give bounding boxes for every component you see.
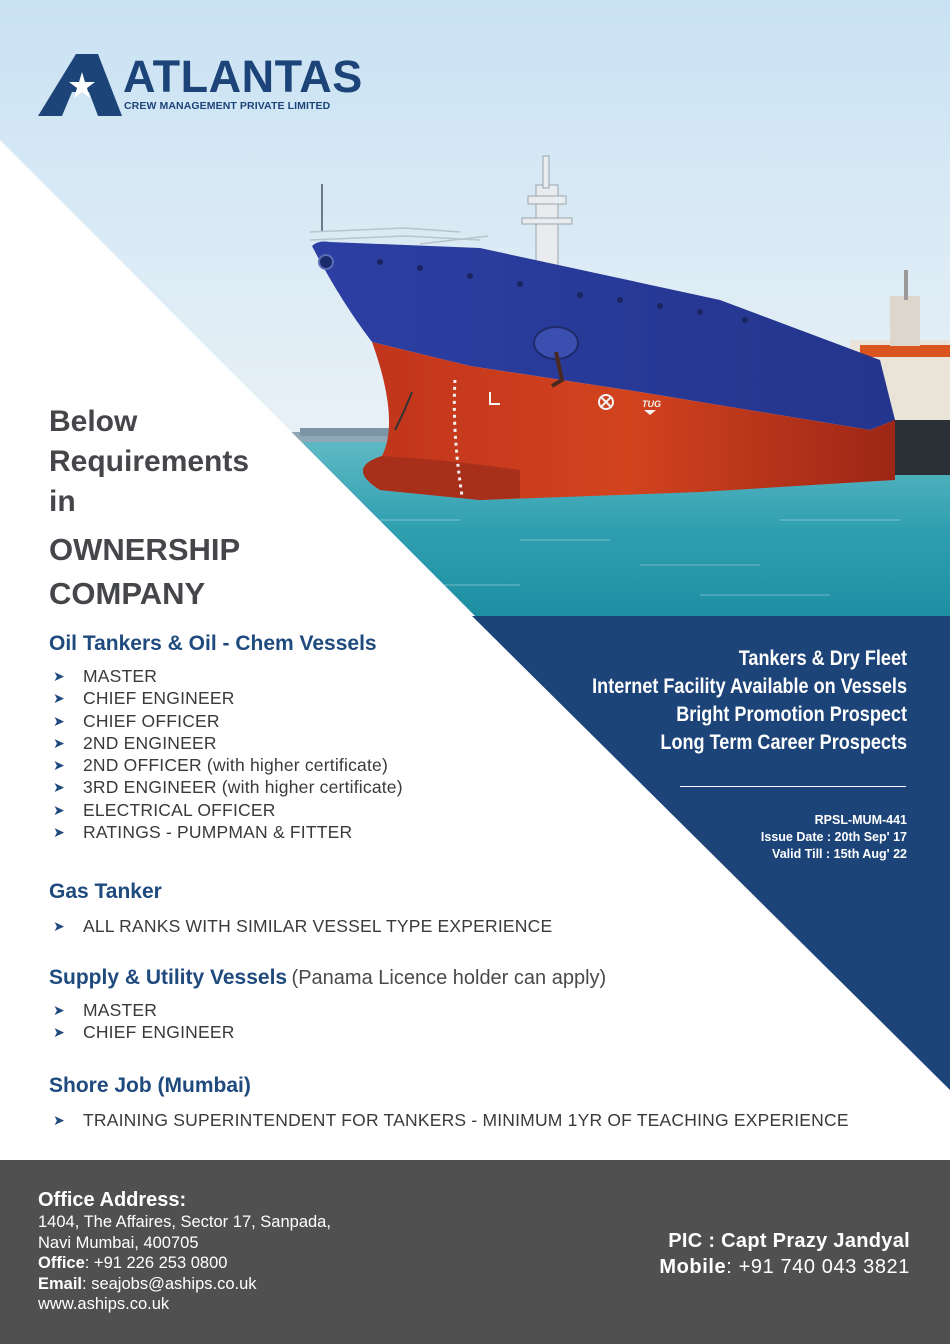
pic-contact: PIC : Capt Prazy Jandyal (668, 1230, 910, 1252)
arrow-bullet-icon: ➤ (53, 1112, 65, 1128)
section-note: (Panama Licence holder can apply) (291, 967, 607, 989)
perks-list (487, 645, 907, 757)
headline-line-3: in (49, 485, 76, 518)
address-line-1: 1404, The Affaires, Sector 17, Sanpada, (38, 1213, 331, 1231)
registration-info (761, 812, 907, 863)
job-list (49, 1109, 929, 1131)
company-logo (38, 51, 363, 122)
arrow-bullet-icon: ➤ (53, 712, 65, 729)
arrow-bullet-icon: ➤ (53, 918, 65, 934)
arrow-bullet-icon: ➤ (53, 734, 65, 751)
headline-line-5: COMPANY (49, 576, 206, 611)
arrow-bullet-icon: ➤ (53, 801, 65, 818)
job-list (49, 999, 769, 1044)
section-title: Supply & Utility Vessels (49, 966, 288, 989)
rpsl-code: RPSL-MUM-441 (814, 813, 907, 827)
address-line-2: Navi Mumbai, 400705 (38, 1233, 199, 1252)
divider (680, 786, 906, 787)
section-shore-job (49, 1074, 929, 1131)
arrow-bullet-icon: ➤ (53, 668, 65, 684)
footer (0, 1160, 950, 1344)
section-title: Shore Job (Mumbai) (49, 1074, 251, 1097)
list-item: ➤ 3RD ENGINEER (with higher certificate) (53, 777, 403, 798)
issue-date: Issue Date : 20th Sep' 17 (760, 830, 907, 844)
logo-a-star-icon (38, 52, 122, 118)
perk-item: Bright Promotion Prospect (676, 703, 907, 726)
headline-line-1: Below (49, 405, 138, 438)
logo-tagline: CREW MANAGEMENT PRIVATE LIMITED (124, 100, 331, 112)
list-item: ➤ ALL RANKS WITH SIMILAR VESSEL TYPE EXPERIENCE (53, 916, 553, 936)
mobile-contact: Mobile: +91 740 043 3821 (659, 1256, 910, 1278)
arrow-bullet-icon: ➤ (53, 1002, 65, 1018)
list-item: ➤ MASTER (53, 666, 158, 686)
section-heading-row (49, 966, 769, 990)
list-item: ➤ CHIEF OFFICER (53, 710, 220, 731)
email[interactable]: Email: seajobs@aships.co.uk (38, 1274, 257, 1293)
logo-name: ATLANTAS (123, 51, 363, 102)
section-supply-utility (49, 966, 769, 1044)
list-item: ➤ CHIEF ENGINEER (53, 688, 235, 709)
perk-item: Internet Facility Available on Vessels (592, 675, 907, 698)
section-gas-tanker (49, 880, 669, 937)
contact-block (659, 1228, 910, 1280)
perk-item: Tankers & Dry Fleet (738, 647, 907, 670)
arrow-bullet-icon: ➤ (53, 1024, 65, 1041)
headline (49, 402, 249, 616)
valid-till: Valid Till : 15th Aug' 22 (772, 847, 907, 861)
arrow-bullet-icon: ➤ (53, 824, 65, 841)
list-item: ➤ 2ND OFFICER (with higher certificate) (53, 755, 388, 776)
office-phone: Office: +91 226 253 0800 (38, 1254, 228, 1273)
arrow-bullet-icon: ➤ (53, 690, 65, 707)
list-item: ➤ 2ND ENGINEER (53, 732, 217, 753)
office-address-heading: Office Address: (38, 1189, 187, 1211)
arrow-bullet-icon: ➤ (53, 779, 65, 796)
list-item: ➤ RATINGS - PUMPMAN & FITTER (53, 822, 353, 843)
job-list (49, 915, 669, 937)
office-address-block (38, 1188, 331, 1315)
list-item: ➤ ELECTRICAL OFFICER (53, 799, 276, 820)
list-item: ➤ MASTER (53, 1000, 158, 1020)
website-link[interactable]: www.aships.co.uk (38, 1295, 170, 1314)
headline-line-2: Requirements (49, 445, 250, 478)
section-title: Oil Tankers & Oil - Chem Vessels (49, 632, 377, 655)
hull-marking: TUG (642, 399, 661, 409)
list-item: ➤ TRAINING SUPERINTENDENT FOR TANKERS - MINIMUM 1YR OF TEACHING EXPERIENCE (53, 1110, 849, 1130)
perk-item: Long Term Career Prospects (660, 731, 907, 754)
headline-line-4: OWNERSHIP (49, 532, 241, 567)
section-title: Gas Tanker (49, 880, 162, 903)
list-item: ➤ CHIEF ENGINEER (53, 1022, 235, 1043)
arrow-bullet-icon: ➤ (53, 757, 65, 774)
